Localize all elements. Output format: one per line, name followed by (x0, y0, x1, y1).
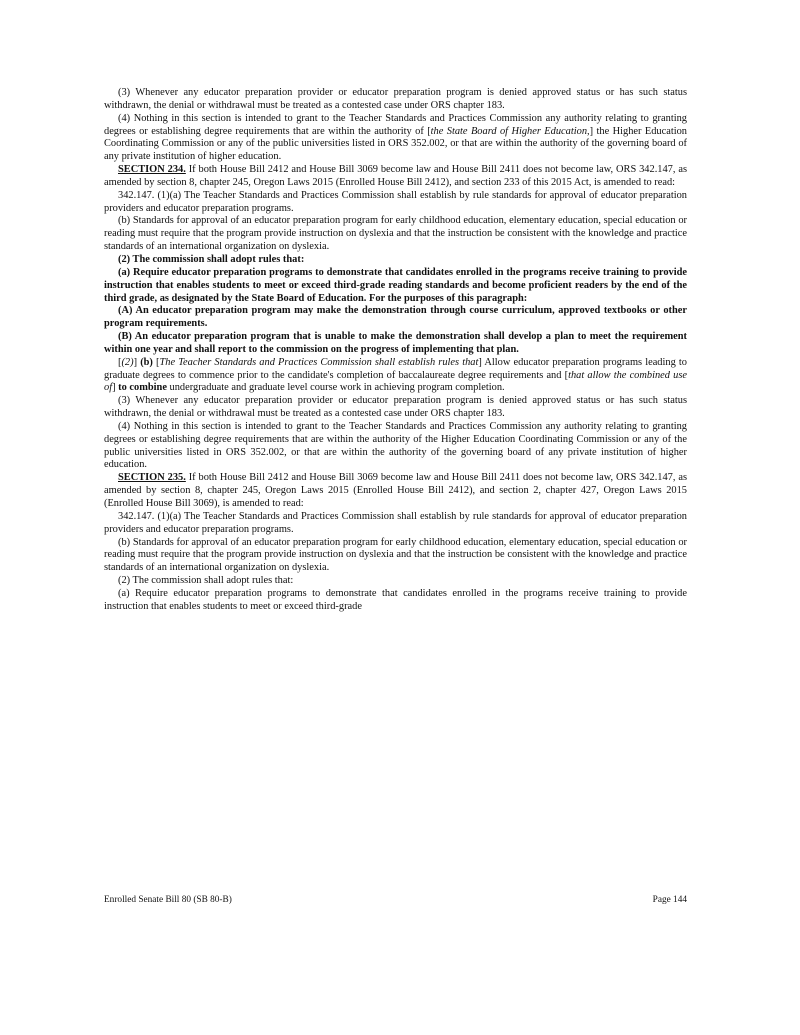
text-run: [ (118, 356, 122, 368)
text-run: (3) Whenever any educator preparation provider or educator preparation program is denied approved status or has such status withdrawn, the denial or withdrawal must be treated as a contested case under ORS chapter 183. (104, 87, 687, 111)
text-run: SECTION 235. (118, 472, 186, 484)
text-run: (3) Whenever any educator preparation provider or educator preparation program is denied approved status or has such status withdrawn, the denial or withdrawal must be treated as a contested case under ORS chapter 183. (104, 395, 687, 420)
text-run: (a) Require educator preparation programs to demonstrate that candidates enrolled in the programs receive training to provide instruction that enables students to meet or exceed third-grade (104, 587, 687, 612)
text-run: If both House Bill 2412 and House Bill 3069 become law and House Bill 2411 does not become law, ORS 342.147, as amended by section 8, chapter 245, Oregon Laws 2015 (Enrolled House Bill 2412), and section 2, chapter 427, Oregon Laws 2015 (Enrolled House Bill 3069), is amended to read: (104, 472, 688, 509)
text-run: The Teacher Standards and Practices Commission shall establish rules that (159, 356, 479, 368)
paragraph (104, 537, 687, 576)
paragraph (104, 267, 687, 306)
text-run: the State Board of Higher Education, (430, 125, 590, 137)
text-run: (4) Nothing in this section is intended to grant to the Teacher Standards and Practices Commission any authority relating to granting degrees or establishing degree requirements that are within the authority of the Higher Education Coordinating Commission or any of the public universities listed in ORS 352.002, or that are within the authority of the governing board of any private institution of higher education. (104, 420, 687, 471)
text-run: If both House Bill 2412 and House Bill 3069 become law and House Bill 2411 does not become law, ORS 342.147, as amended by section 8, chapter 245, Oregon Laws 2015 (Enrolled House Bill 2412), and section 233 of this 2015 Act, is amended to read: (104, 164, 688, 188)
text-run: 342.147. (1)(a) The Teacher Standards and Practices Commission shall establish by rule standards for approval of educator preparation providers and educator preparation programs. (104, 189, 687, 214)
text-run: (2) The commission shall adopt rules that: (118, 253, 305, 265)
text-run: (A) An educator preparation program may make the demonstration through course curriculum, approved textbooks or other program requirements. (104, 305, 687, 330)
text-run: ] the Higher Education Coordinating Commission or any of the public universities listed in ORS 352.002, or that are within the authority of the governing board of any private institution of higher education. (104, 125, 688, 163)
text-run: (a) Require educator preparation programs to demonstrate that candidates enrolled in the programs receive training to provide instruction that enables students to meet or exceed third-grade reading standards and become proficient readers by the end of the third grade, as designated by the State Board of Education. For the purposes of this paragraph: (104, 266, 687, 304)
text-run: [ (152, 356, 160, 368)
text-run: SECTION 234. (118, 164, 186, 176)
text-run: (b) (140, 356, 153, 368)
paragraph (104, 588, 687, 614)
paragraph (104, 113, 687, 164)
bill-text-body (104, 87, 687, 614)
text-run: to combine (118, 382, 167, 394)
paragraph (104, 421, 687, 472)
paragraph (104, 357, 687, 396)
text-run: undergraduate and graduate level course work in achieving program completion. (166, 382, 505, 394)
paragraph (104, 305, 687, 331)
paragraph (104, 511, 687, 537)
text-run: ] (133, 356, 141, 368)
footer-bill-name: Enrolled Senate Bill 80 (SB 80-B) (104, 895, 232, 905)
paragraph (104, 331, 687, 357)
text-run: (b) Standards for approval of an educator preparation program for early childhood education, elementary education, special education or reading must require that the program provide instruction on dyslexia and that the instruction be consistent with the knowledge and practice standards of an international organization on dyslexia. (104, 536, 687, 574)
text-run: (2) The commission shall adopt rules that: (118, 575, 294, 587)
paragraph (104, 87, 687, 113)
text-run: 342.147. (1)(a) The Teacher Standards and Practices Commission shall establish by rule standards for approval of educator preparation providers and educator preparation programs. (104, 510, 687, 535)
paragraph (104, 215, 687, 254)
text-run: ] Allow educator preparation programs leading to graduate degrees to commence prior to the candidate's completion of baccalaureate degree requirements and [ (104, 356, 687, 381)
paragraph (104, 395, 687, 421)
text-run: (2) (121, 356, 134, 368)
text-run: ] (112, 382, 119, 394)
text-run: (b) Standards for approval of an educator preparation program for early childhood education, elementary education, special education or reading must require that the program provide instruction on dyslexia and that the instruction be consistent with the knowledge and practice standards of an international organization on dyslexia. (104, 215, 687, 253)
text-run: (B) An educator preparation program that is unable to make the demonstration shall develop a plan to meet the requirement within one year and shall report to the commission on the progress of implementing that plan. (104, 331, 687, 355)
paragraph (104, 164, 687, 190)
paragraph (104, 190, 687, 216)
paragraph (104, 575, 687, 588)
text-run: (4) Nothing in this section is intended to grant to the Teacher Standards and Practices Commission any authority relating to granting degrees or establishing degree requirements that are within the authority of [ (104, 112, 687, 137)
text-run: that allow the combined use of (104, 369, 687, 394)
paragraph (104, 254, 687, 267)
footer-page-number: Page 144 (652, 895, 687, 905)
paragraph (104, 472, 687, 511)
